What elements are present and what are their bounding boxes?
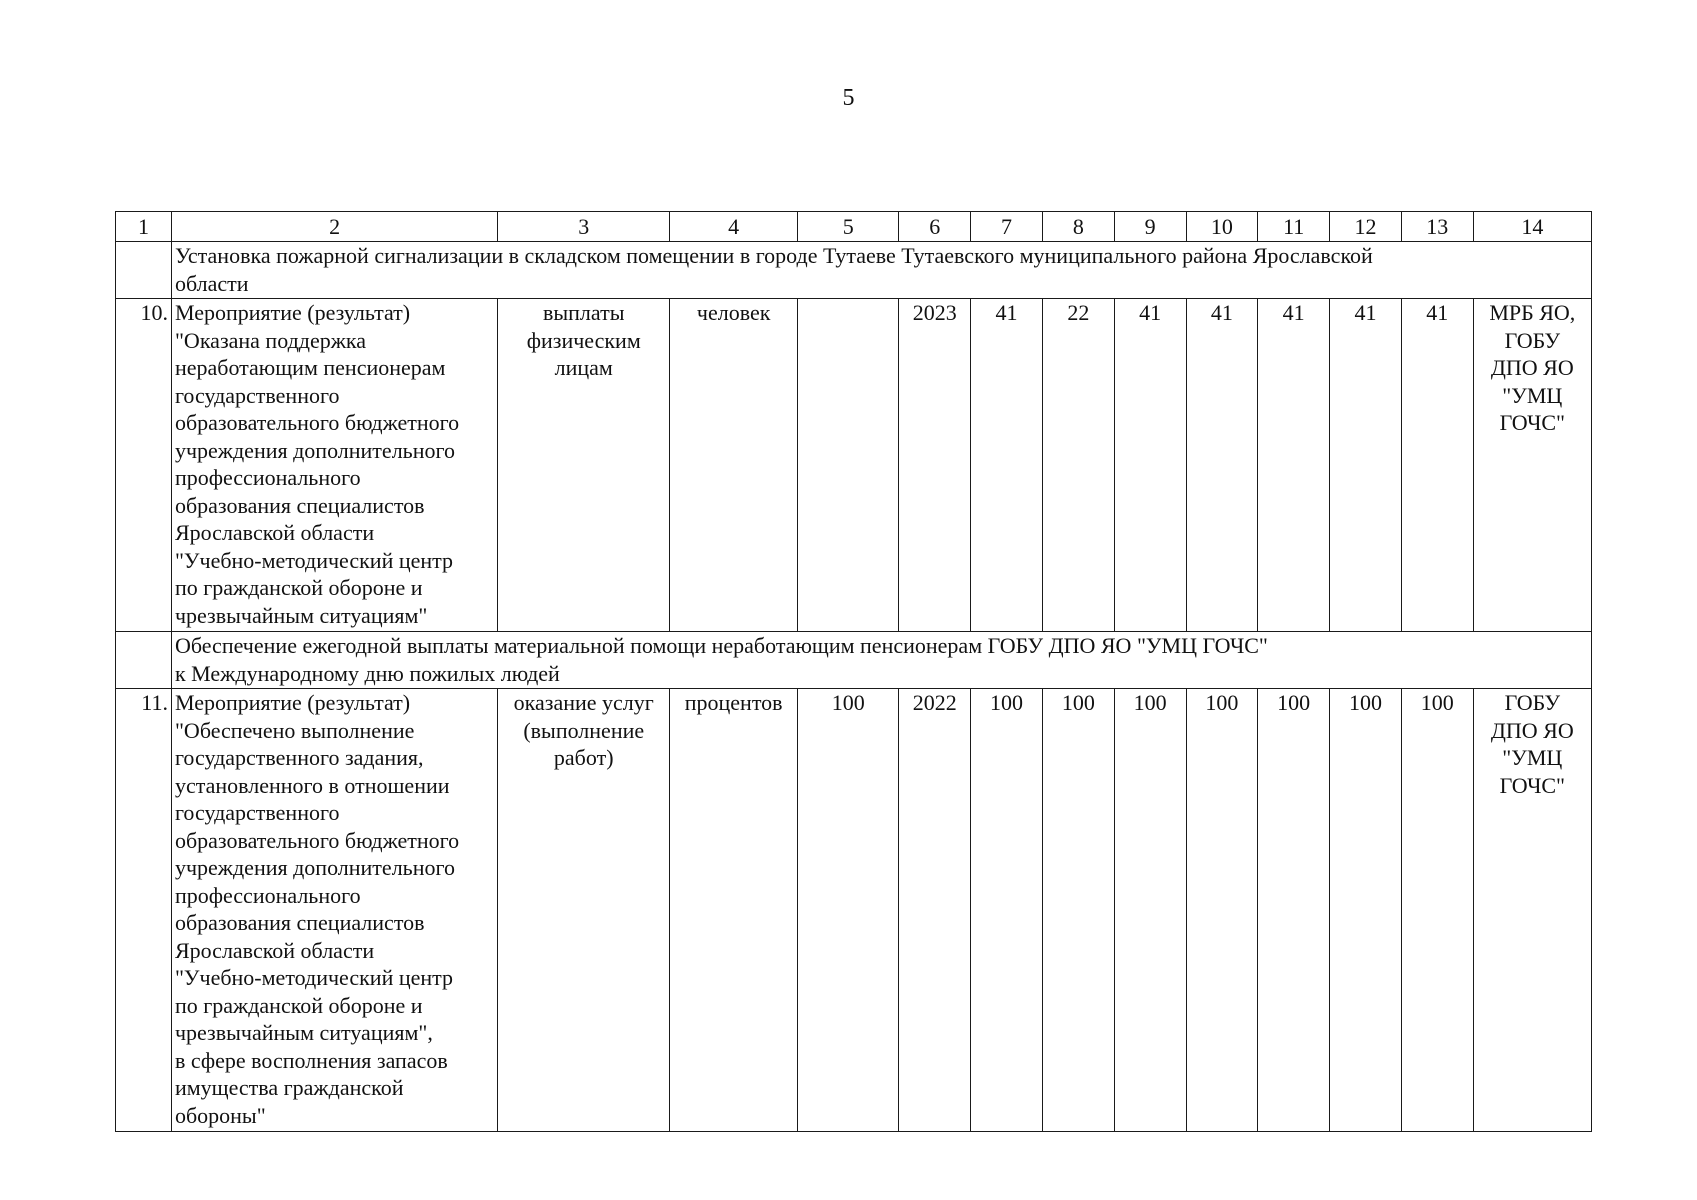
value-col-7: 41 (971, 299, 1043, 632)
row-number: 11. (116, 689, 172, 1132)
column-number-header: 3 (498, 212, 670, 242)
value-col-11: 41 (1258, 299, 1330, 632)
column-number-header: 7 (971, 212, 1043, 242)
table-row (116, 299, 1592, 632)
base-value (798, 299, 899, 632)
value-col-9: 100 (1114, 689, 1186, 1132)
column-number-header: 1 (116, 212, 172, 242)
section-title: Установка пожарной сигнализации в складском помещении в городе Тутаеве Тутаевского муниципального района Ярославской области (171, 242, 1591, 299)
section-row (116, 632, 1592, 689)
value-col-11: 100 (1258, 689, 1330, 1132)
responsible-party: МРБ ЯО, ГОБУ ДПО ЯО "УМЦ ГОЧС" (1473, 299, 1591, 632)
base-year: 2022 (899, 689, 971, 1132)
column-number-header: 2 (171, 212, 497, 242)
responsible-party: ГОБУ ДПО ЯО "УМЦ ГОЧС" (1473, 689, 1591, 1132)
column-number-header: 11 (1258, 212, 1330, 242)
column-number-header: 13 (1401, 212, 1473, 242)
value-col-12: 100 (1330, 689, 1402, 1132)
base-value: 100 (798, 689, 899, 1132)
indicator-type: выплаты физическим лицам (498, 299, 670, 632)
column-number-header: 9 (1114, 212, 1186, 242)
value-col-13: 100 (1401, 689, 1473, 1132)
value-col-8: 100 (1042, 689, 1114, 1132)
row-number: 10. (116, 299, 172, 632)
value-col-8: 22 (1042, 299, 1114, 632)
unit-of-measure: человек (670, 299, 798, 632)
indicator-type: оказание услуг (выполнение работ) (498, 689, 670, 1132)
unit-of-measure: процентов (670, 689, 798, 1132)
column-number-header: 6 (899, 212, 971, 242)
column-number-header: 4 (670, 212, 798, 242)
value-col-7: 100 (971, 689, 1043, 1132)
value-col-12: 41 (1330, 299, 1402, 632)
table-header-row (116, 212, 1592, 242)
value-col-10: 41 (1186, 299, 1258, 632)
page-number: 5 (842, 85, 855, 111)
value-col-9: 41 (1114, 299, 1186, 632)
value-col-13: 41 (1401, 299, 1473, 632)
indicators-table (115, 211, 1592, 1132)
column-number-header: 14 (1473, 212, 1591, 242)
base-year: 2023 (899, 299, 971, 632)
value-col-10: 100 (1186, 689, 1258, 1132)
column-number-header: 5 (798, 212, 899, 242)
event-name: Мероприятие (результат) "Обеспечено выполнение государственного задания, установленного в отношении государственного образовательного бюджетного учреждения дополнительного профессионального образования специалистов Ярославской области "Учебно-методический центр по гражданской обороне и чрезвычайным ситуациям", в сфере восполнения запасов имущества гражданской обороны" (171, 689, 497, 1132)
column-number-header: 8 (1042, 212, 1114, 242)
section-row (116, 242, 1592, 299)
column-number-header: 10 (1186, 212, 1258, 242)
event-name: Мероприятие (результат) "Оказана поддержка неработающим пенсионерам государственного образовательного бюджетного учреждения дополнительного профессионального образования специалистов Ярославской области "Учебно-методический центр по гражданской обороне и чрезвычайным ситуациям" (171, 299, 497, 632)
table-row (116, 689, 1592, 1132)
column-number-header: 12 (1330, 212, 1402, 242)
section-title: Обеспечение ежегодной выплаты материальной помощи неработающим пенсионерам ГОБУ ДПО ЯО "УМЦ ГОЧС" к Международному дню пожилых людей (171, 632, 1591, 689)
